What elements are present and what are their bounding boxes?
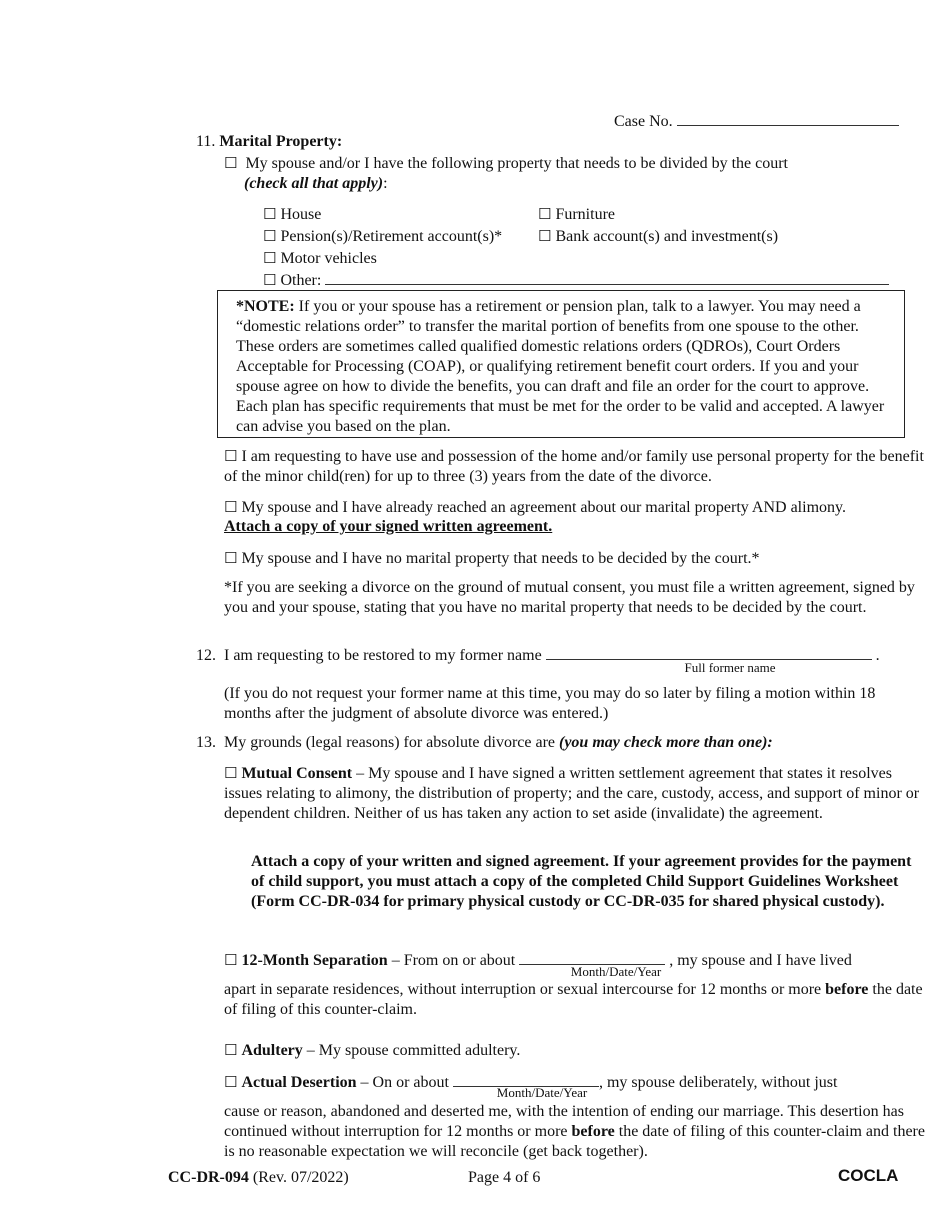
desertion-continued [224,1102,926,1162]
option-pension [263,226,502,247]
mutual-consent-title: Mutual Consent [241,765,353,782]
other-label: Other: [280,272,322,289]
mutual-consent-text: – My spouse and I have signed a written settlement agreement that states it resolves issues relating to alimony, the distribution of property; and the care, custody, access, and support of minor or dependent children. Neither of us has taken any action to set aside (invalidate) the agreement. [224,765,920,822]
no-property-checkbox[interactable]: ☐ [224,549,238,567]
separation-cont1: apart in separate residences, without interruption or sexual intercourse for 12 months or more [224,981,822,998]
separation-date-label: Month/Date/Year [570,964,662,979]
desertion-before: before [571,1123,615,1140]
furniture-label: Furniture [555,206,615,223]
footer-form-id [168,1168,349,1188]
option-motor [263,248,377,269]
mutual-consent-note: *If you are seeking a divorce on the ground of mutual consent, you must file a written agreement, signed by you and your spouse, stating that you have no marital property that needs to be decided by the court. [224,579,915,616]
desertion-cont2: the date of filing of this counter-claim and there is no reasonable expectation we will reconcile (get back together). [224,1123,925,1160]
case-no-label: Case No. [614,113,673,130]
separation-checkbox[interactable]: ☐ [224,951,238,969]
option-house [263,204,321,225]
separation-post: , my spouse and I have lived [669,952,852,969]
form-revision: (Rev. 07/2022) [252,1169,349,1186]
property-checkbox[interactable]: ☐ [224,154,238,172]
desertion-cont1: cause or reason, abandoned and deserted me, with the intention of ending our marriage. This desertion has continued without interruption for 12 months or more [224,1103,904,1140]
former-name-label: Full former name [684,660,776,675]
option-other [263,270,889,291]
desertion-checkbox[interactable]: ☐ [224,1073,238,1091]
section-11-number: 11. [196,133,216,150]
adultery-text: – My spouse committed adultery. [306,1042,521,1059]
section-11-title: Marital Property: [219,133,343,150]
section-13-heading [196,733,916,753]
property-intro [224,153,864,174]
check-all-line [244,174,388,194]
option-bank [538,226,778,247]
house-checkbox[interactable]: ☐ [263,205,277,223]
motor-checkbox[interactable]: ☐ [263,249,277,267]
separation-before: before [825,981,869,998]
agreement-checkbox[interactable]: ☐ [224,498,238,516]
section-11-heading [196,132,342,152]
bank-label: Bank account(s) and investment(s) [555,228,779,245]
property-intro-text: My spouse and/or I have the following property that needs to be divided by the court [245,155,788,172]
other-field[interactable] [325,284,889,285]
separation-pre: – From on or about [391,952,516,969]
section-12-period: . [875,647,880,664]
furniture-checkbox[interactable]: ☐ [538,205,552,223]
section-12 [196,646,916,666]
option-furniture [538,204,615,225]
adultery-checkbox[interactable]: ☐ [224,1041,238,1059]
agreement [224,497,924,518]
page-number: Page 4 of 6 [468,1169,541,1186]
use-possession-checkbox[interactable]: ☐ [224,447,238,465]
use-possession [224,446,926,487]
house-label: House [280,206,322,223]
check-all-text: (check all that apply) [244,175,384,192]
brand-mark: COCLA [838,1166,899,1185]
bank-checkbox[interactable]: ☐ [538,227,552,245]
section-13-italic: (you may check more than one): [559,734,773,751]
agreement-text: My spouse and I have already reached an agreement about our marital property AND alimony. [241,499,846,516]
attach-agreement-block: Attach a copy of your written and signed agreement. If your agreement provides for the payment of child support, you must attach a copy of the completed Child Support Guidelines Worksheet (Form CC-DR-034 for primary physical custody or CC-DR-035 for shared physical custody). [251,853,912,910]
separation-continued [224,980,926,1020]
case-no-field[interactable] [677,125,899,126]
note-text: If you or your spouse has a retirement or pension plan, talk to a lawyer. You may need a “domestic relations order” to transfer the marital portion of benefits from one spouse to the other. These orders are sometimes called qualified domestic relations orders (QDROs), Court Orders Acceptable for Processing (COAP), or qualifying retirement benefit court orders. If you and your spouse agree on how to divide the benefits, you can draft and file an order for the court to approve. Each plan has specific requirements that must be met for the order to be valid and accepted. A lawyer can advise you based on the plan. [236,298,885,435]
check-all-colon: : [383,175,388,192]
ground-adultery [224,1040,520,1061]
ground-mutual-consent [224,763,926,824]
pension-checkbox[interactable]: ☐ [263,227,277,245]
section-13-text: My grounds (legal reasons) for absolute divorce are [224,734,555,751]
section-13-number: 13. [196,734,216,751]
desertion-pre: – On or about [360,1074,449,1091]
use-possession-text: I am requesting to have use and possession of the home and/or family use personal property for the benefit of the minor child(ren) for up to three (3) years from the date of the divorce. [224,448,924,485]
section-12-note: (If you do not request your former name at this time, you may do so later by filing a motion within 18 months after the judgment of absolute divorce was entered.) [224,685,876,722]
mutual-consent-checkbox[interactable]: ☐ [224,764,238,782]
desertion-date-label: Month/Date/Year [496,1085,588,1100]
other-checkbox[interactable]: ☐ [263,271,277,289]
section-12-text: I am requesting to be restored to my former name [224,647,542,664]
pension-label: Pension(s)/Retirement account(s)* [280,228,503,245]
form-id: CC-DR-094 [168,1169,249,1186]
desertion-post: , my spouse deliberately, without just [598,1074,838,1091]
no-property-text: My spouse and I have no marital property that needs to be decided by the court.* [241,550,760,567]
note-label: *NOTE: [236,298,295,315]
separation-title: 12-Month Separation [241,952,388,969]
adultery-title: Adultery [241,1042,303,1059]
separation-cont2: the date of filing of this counter-claim. [224,981,923,1018]
agreement-attach: Attach a copy of your signed written agreement. [224,518,553,535]
retirement-note-box [217,290,905,438]
no-property [224,548,924,569]
motor-label: Motor vehicles [280,250,377,267]
desertion-title: Actual Desertion [241,1074,357,1091]
section-12-number: 12. [196,647,216,664]
case-number [614,112,899,132]
